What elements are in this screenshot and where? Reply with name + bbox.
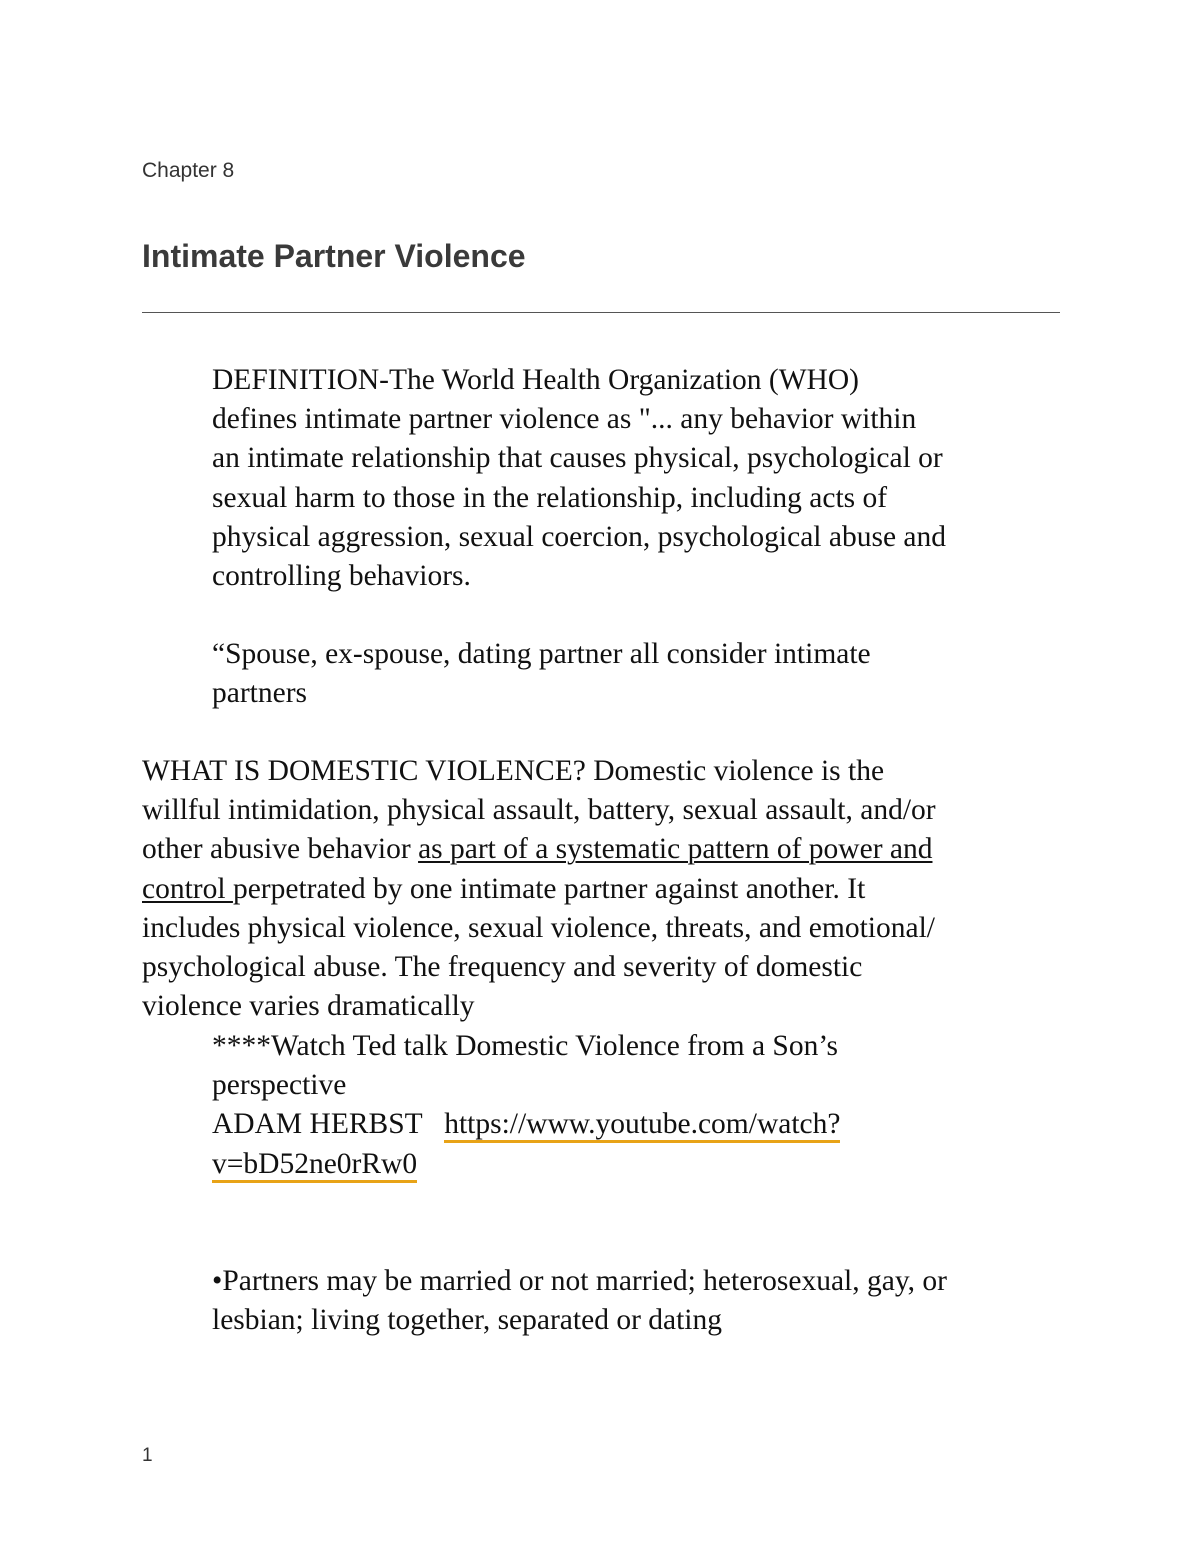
partners-note-line: partners <box>212 677 308 710</box>
ted-talk-line: ****Watch Ted talk Domestic Violence from a Son’s <box>212 1030 838 1062</box>
ted-talk-block <box>212 1027 1062 1184</box>
definition-line: defines intimate partner violence as "... any behavior within <box>212 403 917 436</box>
dv-line <box>142 830 1062 869</box>
youtube-link[interactable]: https://www.youtube.com/watch? <box>444 1108 840 1143</box>
dv-line: WHAT IS DOMESTIC VIOLENCE? Domestic violence is the <box>142 755 885 787</box>
chapter-label: Chapter 8 <box>142 159 235 182</box>
definition-line: sexual harm to those in the relationship, including acts of <box>212 481 888 514</box>
definition-block <box>212 361 1062 596</box>
definition-line: an intimate relationship that causes physical, psychological or <box>212 442 943 475</box>
ted-talk-line: perspective <box>212 1069 347 1102</box>
definition-line: DEFINITION-The World Health Organization (WHO) <box>212 364 859 396</box>
dv-text: perpetrated by one intimate partner against another. It <box>232 872 866 905</box>
partners-note-line: “Spouse, ex-spouse, dating partner all consider intimate <box>212 638 871 670</box>
speaker-name: ADAM HERBST <box>212 1108 445 1141</box>
page-number: 1 <box>142 1445 153 1466</box>
dv-line <box>142 870 1062 909</box>
dv-line: includes physical violence, sexual violence, threats, and emotional/ <box>142 911 935 944</box>
partners-note <box>212 635 1062 713</box>
dv-line: willful intimidation, physical assault, battery, sexual assault, and/or <box>142 794 936 827</box>
page-title: Intimate Partner Violence <box>142 238 526 274</box>
definition-line: physical aggression, sexual coercion, psychological abuse and <box>212 520 946 553</box>
youtube-link-continued[interactable]: v=bD52ne0rRw0 <box>212 1148 417 1183</box>
definition-line: controlling behaviors. <box>212 560 471 593</box>
bullet-line: lesbian; living together, separated or dating <box>212 1304 722 1337</box>
bullet-item <box>212 1262 1062 1340</box>
bullet-line: •Partners may be married or not married; heterosexual, gay, or <box>212 1265 947 1297</box>
domestic-violence-paragraph <box>142 752 1062 1026</box>
ted-talk-link-line <box>212 1145 1062 1184</box>
dv-line: psychological abuse. The frequency and severity of domestic <box>142 951 863 984</box>
underlined-phrase: control <box>142 872 233 905</box>
ted-talk-speaker-line <box>212 1105 1062 1144</box>
title-divider <box>142 312 1060 313</box>
dv-text: other abusive behavior <box>142 833 419 866</box>
underlined-phrase: as part of a systematic pattern of power and <box>418 833 933 866</box>
dv-line: violence varies dramatically <box>142 990 475 1023</box>
